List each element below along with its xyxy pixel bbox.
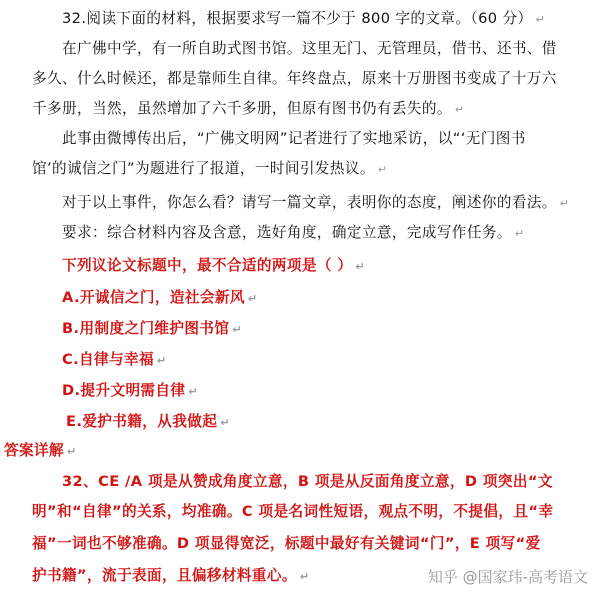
answer-line-4: 护书籍”，流于表面，且偏移材料重心。 ↵	[32, 567, 310, 584]
option-e: E.爱护书籍，从我做起 ↵	[66, 413, 230, 430]
answer-line-1: 32、CE /A 项是从赞成角度立意，B 项是从反面角度立意，D 项突出“文	[62, 473, 553, 490]
question-line-1: 32.阅读下面的材料，根据要求写一篇不少于 800 字的文章。（60 分） ↵	[62, 10, 546, 27]
option-d: D.提升文明需自律 ↵	[62, 382, 199, 399]
answer-line-3: 福”一词也不够准确。D 项显得宽泛，标题中最好有关键词“门”，E 项写“爱	[32, 535, 541, 552]
sub-question-prompt: 下列议论文标题中，最不合适的两项是（ ） ↵	[62, 257, 365, 274]
option-b: B.用制度之门维护图书馆 ↵	[62, 320, 243, 337]
question-line-7: 对于以上事件，你怎么看？请写一篇文章，表明你的态度，阐述你的看法。 ↵	[62, 194, 570, 211]
question-line-2: 在广佛中学，有一所自助式图书馆。这里无门、无管理员，借书、还书、借	[62, 40, 557, 57]
question-line-8: 要求：综合材料内容及含意，选好角度，确定立意，完成写作任务。 ↵	[62, 224, 525, 241]
answer-heading: 答案详解 ↵	[4, 442, 77, 459]
option-a: A.开诚信之门，造社会新风 ↵	[62, 289, 258, 306]
question-line-3: 多久、什么时候还，都是靠师生自律。年终盘点，原来十万册图书变成了十万六	[32, 70, 557, 87]
answer-line-2: 明”和“自律”的关系，均准确。C 项是名词性短语，观点不明，不提倡，且“幸	[32, 503, 554, 520]
question-line-6: 馆’的诚信之门”为题进行了报道，一时间引发热议。 ↵	[32, 160, 388, 177]
option-c: C.自律与幸福 ↵	[62, 351, 167, 368]
question-line-5: 此事由微博传出后，“广佛文明网”记者进行了实地采访，以“‘无门图书	[62, 130, 526, 147]
question-line-4: 千多册，当然，虽然增加了六千多册，但原有图书仍有丢失的。 ↵	[32, 100, 465, 117]
zhihu-watermark: 知乎 @国家玮-高考语文	[427, 568, 588, 586]
